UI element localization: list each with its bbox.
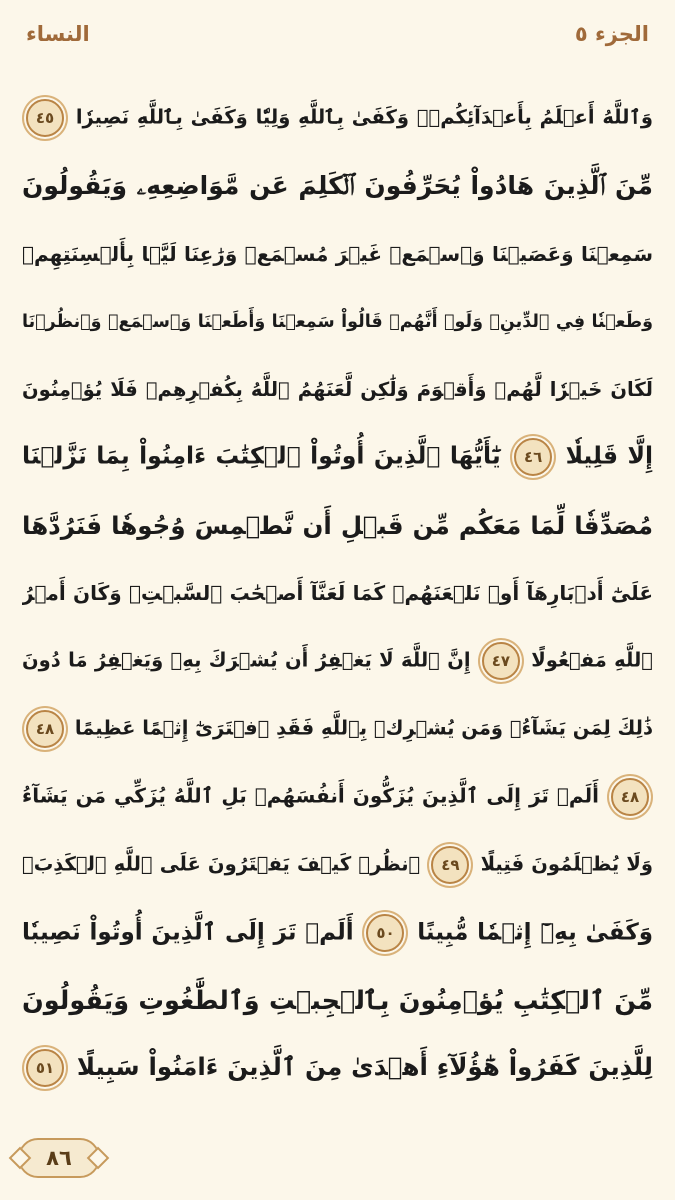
ayah-number-marker: ٤٧ <box>482 642 520 680</box>
line-content <box>22 914 653 952</box>
text-line <box>22 1034 653 1102</box>
verse-text: إِلَّا قَلِيلٗا <box>565 441 653 470</box>
verse-text: ٱللَّهِ مَفۡعُولًا <box>531 648 653 672</box>
verse-text: وَطَعۡنٗا فِي ٱلدِّينِۚ وَلَوۡ أَنَّهُمۡ قَالُواْ سَمِعۡنَا وَأَطَعۡنَا وَٱسۡمَعۡ وَٱنظُرۡنَا <box>22 311 653 332</box>
line-content <box>22 710 653 748</box>
ayah-number-marker: ٤٦ <box>514 438 552 476</box>
line-content <box>22 171 653 201</box>
verse-text: إِنَّ ٱللَّهَ لَا يَغۡفِرُ أَن يُشۡرَكَ بِهِۦ وَيَغۡفِرُ مَا دُونَ <box>22 648 471 672</box>
verse-text: وَٱللَّهُ أَعۡلَمُ بِأَعۡدَآئِكُمۡۚ وَكَفَىٰ بِٱللَّهِ وَلِيّٗا وَكَفَىٰ بِٱللَّهِ نَصِيرٗا <box>75 105 653 129</box>
text-line <box>22 627 653 695</box>
line-content <box>22 581 653 605</box>
quran-text-block <box>0 84 675 1102</box>
line-content <box>22 438 653 476</box>
ayah-number-marker: ٤٩ <box>431 846 469 884</box>
line-content <box>22 1049 653 1087</box>
line-content <box>22 985 653 1016</box>
page-number-ornament <box>18 1138 100 1178</box>
page-header <box>0 14 675 54</box>
verse-text: أَلَمۡ تَرَ إِلَى ٱلَّذِينَ أُوتُواْ نَصِيبٗا <box>22 919 354 946</box>
text-line <box>22 152 653 220</box>
text-line <box>22 84 653 152</box>
line-content <box>22 378 653 401</box>
ayah-number-marker: ٥١ <box>26 1049 64 1087</box>
juz-label: الجزء ٥ <box>574 22 649 46</box>
verse-text: مِّنَ ٱلۡكِتَٰبِ يُؤۡمِنُونَ بِٱلۡجِبۡتِ وَٱلطَّٰغُوتِ وَيَقُولُونَ <box>22 986 653 1017</box>
verse-text: مِّنَ ٱلَّذِينَ هَادُواْ يُحَرِّفُونَ ٱلۡكَلِمَ عَن مَّوَاضِعِهِۦ وَيَقُولُونَ <box>22 170 653 200</box>
verse-text: لَكَانَ خَيۡرٗا لَّهُمۡ وَأَقۡوَمَ وَلَٰكِن لَّعَنَهُمُ ٱللَّهُ بِكُفۡرِهِمۡ فَلَا يُؤۡمِنُونَ <box>22 378 653 401</box>
ayah-number-marker: ٤٨ <box>26 710 64 748</box>
verse-text: مُصَدِّقٗا لِّمَا مَعَكُم مِّن قَبۡلِ أَن نَّطۡمِسَ وُجُوهٗا فَنَرُدَّهَا <box>22 510 653 540</box>
verse-text: عَلَىٰٓ أَدۡبَارِهَآ أَوۡ نَلۡعَنَهُمۡ كَمَا لَعَنَّآ أَصۡحَٰبَ ٱلسَّبۡتِۚ وَكَانَ أَمۡرُ <box>22 581 653 606</box>
surah-name: النساء <box>26 22 90 46</box>
text-line <box>22 559 653 627</box>
line-content <box>22 99 653 137</box>
verse-text: وَلَا يُظۡلَمُونَ فَتِيلًا <box>480 852 653 876</box>
verse-text: سَمِعۡنَا وَعَصَيۡنَا وَٱسۡمَعۡ غَيۡرَ مُسۡمَعٖ وَرَٰعِنَا لَيَّۢا بِأَلۡسِنَتِهِمۡ <box>22 241 653 266</box>
text-line <box>22 695 653 763</box>
line-content <box>22 511 653 540</box>
ayah-number-marker: ٤٨ <box>611 778 649 816</box>
verse-text: ذَٰلِكَ لِمَن يَشَآءُۚ وَمَن يُشۡرِكۡ بِٱللَّهِ فَقَدِ ٱفۡتَرَىٰٓ إِثۡمًا عَظِيمًا <box>74 716 653 740</box>
verse-text: لِلَّذِينَ كَفَرُواْ هَٰٓؤُلَآءِ أَهۡدَىٰ مِنَ ٱلَّذِينَ ءَامَنُواْ سَبِيلًا <box>76 1052 653 1082</box>
text-line <box>22 899 653 967</box>
text-line <box>22 491 653 559</box>
text-line <box>22 423 653 491</box>
ayah-number-marker: ٥٠ <box>366 914 404 952</box>
ayah-number-marker: ٤٥ <box>26 99 64 137</box>
line-content <box>22 312 653 332</box>
verse-text: يَٰٓأَيُّهَا ٱلَّذِينَ أُوتُواْ ٱلۡكِتَٰبَ ءَامِنُواْ بِمَا نَزَّلۡنَا <box>22 441 501 470</box>
text-line <box>22 967 653 1035</box>
line-content <box>22 778 653 816</box>
text-line <box>22 831 653 899</box>
line-content <box>22 242 653 266</box>
page-number: ٨٦ <box>46 1146 72 1170</box>
verse-text: أَلَمۡ تَرَ إِلَى ٱلَّذِينَ يُزَكُّونَ أَنفُسَهُمۚ بَلِ ٱللَّهُ يُزَكِّي مَن يَشَآءُ <box>22 783 599 808</box>
verse-text: ٱنظُرۡ كَيۡفَ يَفۡتَرُونَ عَلَى ٱللَّهِ ٱلۡكَذِبَۖ <box>22 852 421 876</box>
text-line <box>22 220 653 288</box>
text-line <box>22 763 653 831</box>
line-content <box>22 642 653 680</box>
text-line <box>22 356 653 424</box>
verse-text: وَكَفَىٰ بِهِۦٓ إِثۡمٗا مُّبِينًا <box>417 919 653 946</box>
line-content <box>22 846 653 884</box>
text-line <box>22 288 653 356</box>
